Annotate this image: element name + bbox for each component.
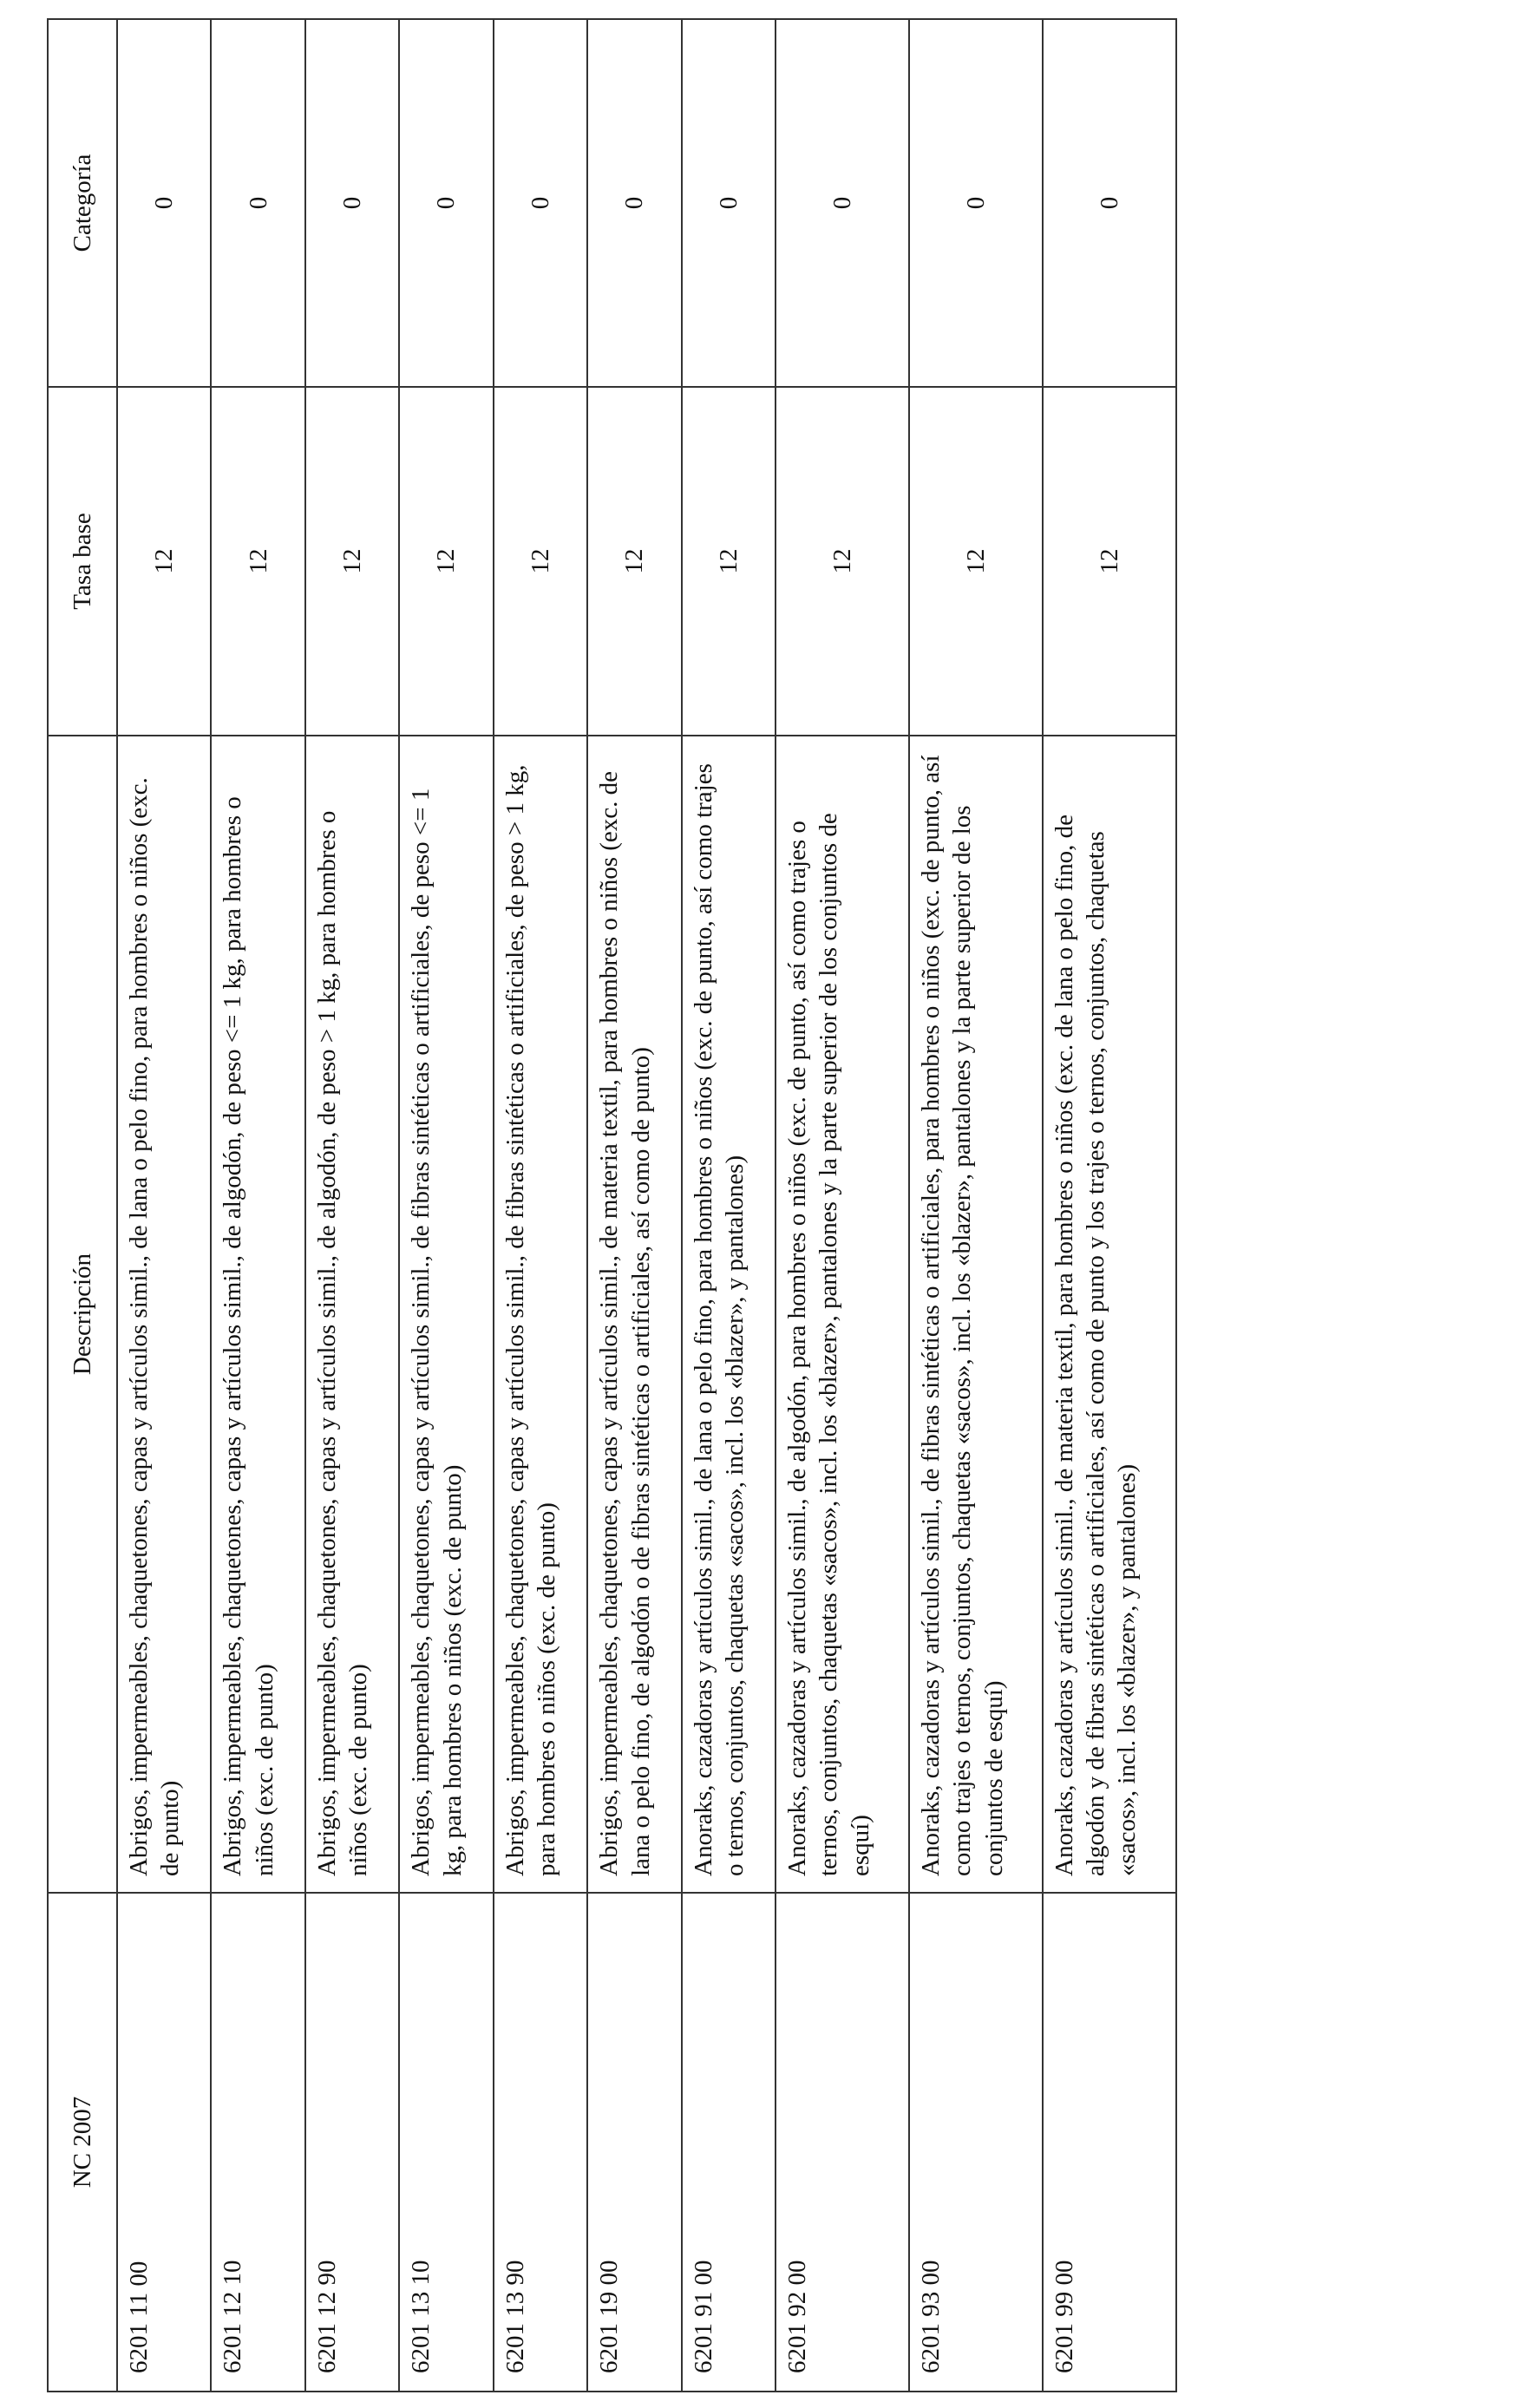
- header-description: Descripción: [48, 736, 117, 1893]
- code-cell: 6201 12 90: [305, 1893, 399, 2392]
- header-base-rate: Tasa base: [48, 387, 117, 736]
- header-category: Categoría: [48, 19, 117, 387]
- table-row: [1043, 19, 1176, 2392]
- base-rate-cell: 12: [305, 387, 399, 736]
- table-header: [48, 19, 117, 2392]
- description-cell: Abrigos, impermeables, chaquetones, capas y artículos simil., de fibras sintéticas o artificiales, de peso > 1 kg, para hombres o niños (exc. de punto): [494, 736, 587, 1893]
- category-cell: 0: [776, 19, 909, 387]
- category-cell: 0: [909, 19, 1043, 387]
- category-cell: 0: [587, 19, 681, 387]
- table-row: [909, 19, 1043, 2392]
- category-cell: 0: [211, 19, 304, 387]
- base-rate-cell: 12: [399, 387, 493, 736]
- description-cell: Abrigos, impermeables, chaquetones, capas y artículos simil., de lana o pelo fino, para hombres o niños (exc. de punto): [117, 736, 211, 1893]
- description-cell: Abrigos, impermeables, chaquetones, capas y artículos simil., de algodón, de peso <= 1 kg, para hombres o niños (exc. de punto): [211, 736, 304, 1893]
- category-cell: 0: [305, 19, 399, 387]
- code-cell: 6201 93 00: [909, 1893, 1043, 2392]
- description-cell: Anoraks, cazadoras y artículos simil., de algodón, para hombres o niños (exc. de punto, así como trajes o ternos, conjuntos, chaquetas «sacos», incl. los «blazer», pantalones y la parte superior de los conjuntos de esquí): [776, 736, 909, 1893]
- code-cell: 6201 13 10: [399, 1893, 493, 2392]
- code-cell: 6201 11 00: [117, 1893, 211, 2392]
- description-cell: Abrigos, impermeables, chaquetones, capas y artículos simil., de materia textil, para hombres o niños (exc. de lana o pelo fino, de algodón o de fibras sintéticas o artificiales, así como de punto): [587, 736, 681, 1893]
- table-row: [776, 19, 909, 2392]
- code-cell: 6201 19 00: [587, 1893, 681, 2392]
- description-cell: Abrigos, impermeables, chaquetones, capas y artículos simil., de algodón, de peso > 1 kg, para hombres o niños (exc. de punto): [305, 736, 399, 1893]
- table-row: [399, 19, 493, 2392]
- base-rate-cell: 12: [776, 387, 909, 736]
- tariff-table: [47, 18, 1177, 2392]
- category-cell: 0: [399, 19, 493, 387]
- category-cell: 0: [682, 19, 776, 387]
- base-rate-cell: 12: [494, 387, 587, 736]
- description-cell: Anoraks, cazadoras y artículos simil., de materia textil, para hombres o niños (exc. de lana o pelo fino, de algodón y de fibras sintéticas o artificiales, así como de punto y los trajes o ternos, conjuntos, chaquetas «sacos», incl. los «blazer», y pantalones): [1043, 736, 1176, 1893]
- description-cell: Anoraks, cazadoras y artículos simil., de lana o pelo fino, para hombres o niños (exc. de punto, así como trajes o ternos, conjuntos, chaquetas «sacos», incl. los «blazer», y pantalones): [682, 736, 776, 1893]
- base-rate-cell: 12: [587, 387, 681, 736]
- category-cell: 0: [1043, 19, 1176, 387]
- table-body: [117, 19, 1176, 2392]
- description-cell: Anoraks, cazadoras y artículos simil., de fibras sintéticas o artificiales, para hombres o niños (exc. de punto, así como trajes o ternos, conjuntos, chaquetas «sacos», incl. los «blazer», pantalones y la parte superior de los conjuntos de esquí): [909, 736, 1043, 1893]
- table-row: [117, 19, 211, 2392]
- table-row: [494, 19, 587, 2392]
- base-rate-cell: 12: [1043, 387, 1176, 736]
- base-rate-cell: 12: [909, 387, 1043, 736]
- code-cell: 6201 13 90: [494, 1893, 587, 2392]
- description-cell: Abrigos, impermeables, chaquetones, capas y artículos simil., de fibras sintéticas o artificiales, de peso <= 1 kg, para hombres o niños (exc. de punto): [399, 736, 493, 1893]
- base-rate-cell: 12: [211, 387, 304, 736]
- table-row: [682, 19, 776, 2392]
- base-rate-cell: 12: [682, 387, 776, 736]
- base-rate-cell: 12: [117, 387, 211, 736]
- code-cell: 6201 12 10: [211, 1893, 304, 2392]
- table-row: [305, 19, 399, 2392]
- header-row: [48, 19, 117, 2392]
- category-cell: 0: [117, 19, 211, 387]
- header-code: NC 2007: [48, 1893, 117, 2392]
- rotated-page: [47, 20, 1177, 2392]
- code-cell: 6201 99 00: [1043, 1893, 1176, 2392]
- category-cell: 0: [494, 19, 587, 387]
- code-cell: 6201 92 00: [776, 1893, 909, 2392]
- table-row: [587, 19, 681, 2392]
- table-row: [211, 19, 304, 2392]
- code-cell: 6201 91 00: [682, 1893, 776, 2392]
